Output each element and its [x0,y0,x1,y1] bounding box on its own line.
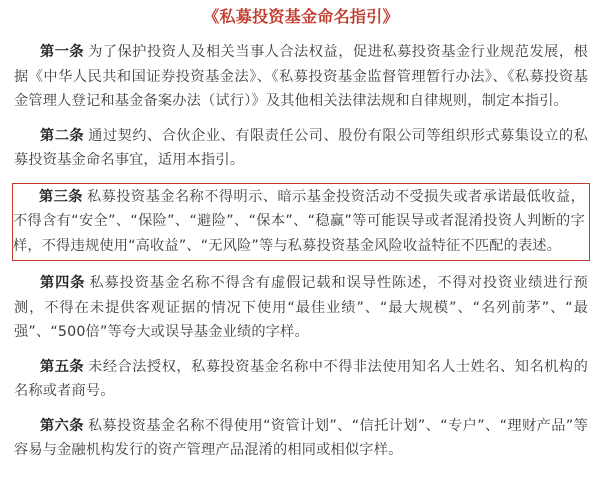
article-label: 第一条 [40,44,85,60]
article-label: 第五条 [40,358,85,375]
article-text: 私募投资基金名称不得使用“资管计划”、“信托计划”、“专户”、“理财产品”等容易与金融机构发行的资产管理产品混淆的相同或相似字样。 [14,417,588,458]
article-3-highlighted [12,183,590,262]
article-text: 通过契约、合伙企业、有限责任公司、股份有限公司等组织形式募集设立的私募投资基金命名事宜，适用本指引。 [14,127,588,168]
article-label: 第二条 [40,127,85,144]
article-2 [14,124,588,173]
article-label: 第三条 [39,188,83,205]
article-label: 第四条 [40,275,86,291]
document-page [0,6,600,501]
article-text: 私募投资基金名称不得明示、暗示基金投资活动不受损失或者承诺最低收益，不得含有“安全”、“保险”、“避险”、“保本”、“稳赢”等可能误导或者混淆投资人判断的字样，不得违规使用“高收益”、“无风险”等与私募投资基金风险收益特征不匹配的表述。 [13,188,585,254]
article-text: 未经合法授权，私募投资基金名称中不得非法使用知名人士姓名、知名机构的名称或者商号。 [14,358,588,399]
article-1 [14,40,588,114]
article-5 [14,355,588,404]
article-6 [14,414,588,463]
article-text: 私募投资基金名称不得含有虚假记载和误导性陈述，不得对投资业绩进行预测，不得在未提供客观证据的情况下使用“最佳业绩”、“最大规模”、“名列前茅”、“最强”、“500倍”等夸大或误导基金业绩的字样。 [14,275,588,340]
article-text: 为了保护投资人及相关当事人合法权益，促进私募投资基金行业规范发展，根据《中华人民共和国证券投资基金法》、《私募投资基金监督管理暂行办法》、《私募投资基金管理人登记和基金备案办法（试行）》及其他相关法律法规和自律规则，制定本指引。 [14,44,588,109]
article-4 [14,271,588,345]
document-title: 《私募投资基金命名指引》 [203,7,399,26]
article-label: 第六条 [40,417,84,434]
